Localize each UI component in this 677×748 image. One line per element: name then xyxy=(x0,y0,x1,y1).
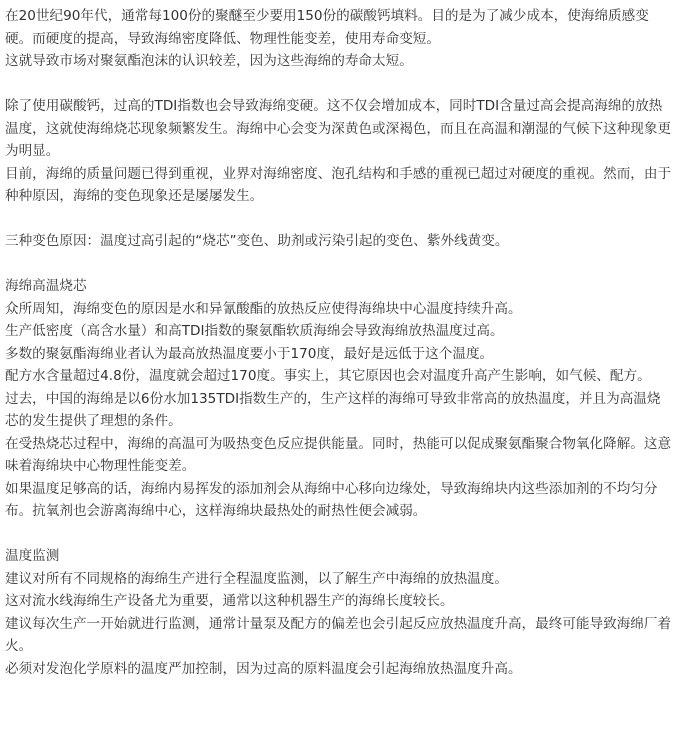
paragraph-filler-history: 在20世纪90年代，通常每100份的聚醚至少要用150份的碳酸钙填料。目的是为了减少成本，使海绵质感变硬。而硬度的提高，导致海绵密度降低、物理性能变差，使用寿命变短。 xyxy=(5,8,649,47)
monitoring-line-1: 建议对所有不同规格的海绵生产进行全程温度监测，以了解生产中海绵的放热温度。 xyxy=(5,570,508,587)
paragraph-spacer xyxy=(5,208,673,231)
section-heading-temperature-monitoring: 温度监测 xyxy=(5,548,60,564)
paragraph-tdi-index: 除了使用碳酸钙，过高的TDI指数也会导致海绵变硬。这不仅会增加成本，同时TDI含量过高会提高海绵的放热温度，这就使海绵烧芯现象频繁发生。海绵中心会变为深黄色或深褐色，而且在高温和潮湿的气候下这种现象更为明显。 xyxy=(5,98,672,159)
paragraph-spacer xyxy=(5,253,673,276)
scorching-line-4: 配方水含量超过4.8份，温度就会超过170度。事实上，其它原因也会对温度升高产生影响，如气候、配方。 xyxy=(5,368,651,384)
scorching-line-6: 在受热烧芯过程中，海绵的高温可为吸热变色反应提供能量。同时，热能可以促成聚氨酯聚合物氧化降解。这意味着海绵块中心物理性能变差。 xyxy=(5,435,672,474)
article-body xyxy=(5,5,673,680)
scorching-line-7: 如果温度足够高的话，海绵内易挥发的添加剂会从海绵中心移向边缘处，导致海绵块内这些添加剂的不均匀分布。抗氧剂也会游离海绵中心，这样海绵块最热处的耐热性便会减弱。 xyxy=(5,480,658,519)
paragraph-spacer xyxy=(5,523,673,546)
scorching-line-2: 生产低密度（高含水量）和高TDI指数的聚氨酯软质海绵会导致海绵放热温度过高。 xyxy=(5,323,504,339)
section-heading-scorching: 海绵高温烧芯 xyxy=(5,278,87,294)
paragraph-market-perception: 这就导致市场对聚氨酯泡沫的认识较差，因为这些海绵的寿命太短。 xyxy=(5,53,413,69)
scorching-line-1: 众所周知，海绵变色的原因是水和异氰酸酯的放热反应使得海绵块中心温度持续升高。 xyxy=(5,300,522,317)
paragraph-discoloration-causes: 三种变色原因：温度过高引起的“烧芯”变色、助剂或污染引起的变色、紫外线黄变。 xyxy=(5,233,509,249)
scorching-line-3: 多数的聚氨酯海绵业者认为最高放热温度要小于170度，最好是远低于这个温度。 xyxy=(5,345,494,362)
paragraph-spacer xyxy=(5,73,673,96)
paragraph-quality-focus: 目前，海绵的质量问题已得到重视，业界对海绵密度、泡孔结构和手感的重视已超过对硬度的重视。然而，由于种种原因，海绵的变色现象还是屡屡发生。 xyxy=(5,165,672,204)
monitoring-line-2: 这对流水线海绵生产设备尤为重要，通常以这种机器生产的海绵长度较长。 xyxy=(5,593,454,609)
scorching-line-5: 过去，中国的海绵是以6份水加135TDI指数生产的，生产这样的海绵可导致非常高的放热温度，并且为高温烧芯的发生提供了理想的条件。 xyxy=(5,390,661,429)
monitoring-line-4: 必须对发泡化学原料的温度严加控制，因为过高的原料温度会引起海绵放热温度升高。 xyxy=(5,660,522,677)
monitoring-line-3: 建议每次生产一开始就进行监测，通常计量泵及配方的偏差也会引起反应放热温度升高，最终可能导致海绵厂着火。 xyxy=(5,615,672,654)
